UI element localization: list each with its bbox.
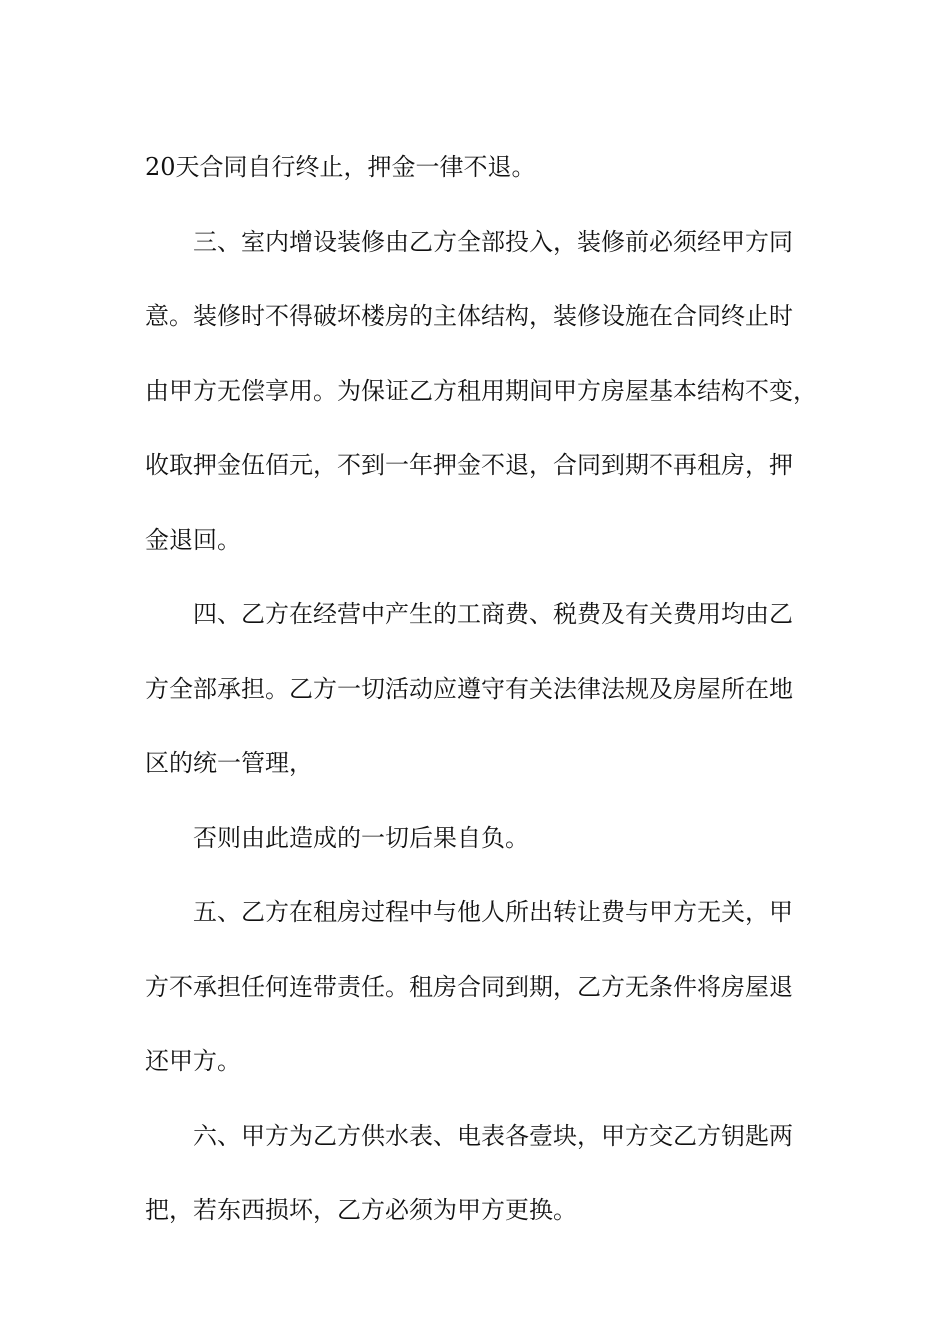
paragraph-line: 否则由此造成的一切后果自负。 [193,823,529,852]
clause-4-line: 四、乙方在经营中产生的工商费、税费及有关费用均由乙 [193,600,793,628]
clause-6-line: 六、甲方为乙方供水表、电表各壹块，甲方交乙方钥匙两 [193,1121,793,1150]
text-line: 方全部承担。乙方一切活动应遵守有关法律法规及房屋所在地 [145,674,793,703]
text-line: 20天合同自行终止，押金一律不退。 [145,153,536,181]
contract-text [145,130,817,1248]
clause-3-line: 三、室内增设装修由乙方全部投入，装修前必须经甲方同 [193,227,793,256]
clause-5-line: 五、乙方在租房过程中与他人所出转让费与甲方无关，甲 [193,898,793,926]
text-line: 收取押金伍佰元，不到一年押金不退，合同到期不再租房，押 [145,451,793,479]
text-line: 金退回。 [145,525,241,554]
text-line: 由甲方无偿享用。为保证乙方租用期间甲方房屋基本结构不变， [145,376,817,405]
text-line: 把，若东西损坏，乙方必须为甲方更换。 [145,1196,577,1224]
text-line: 还甲方。 [145,1047,241,1075]
text-line: 意。装修时不得破坏楼房的主体结构，装修设施在合同终止时 [145,302,793,330]
text-line: 区的统一管理， [145,749,313,777]
text-line: 方不承担任何连带责任。租房合同到期，乙方无条件将房屋退 [145,972,793,1001]
